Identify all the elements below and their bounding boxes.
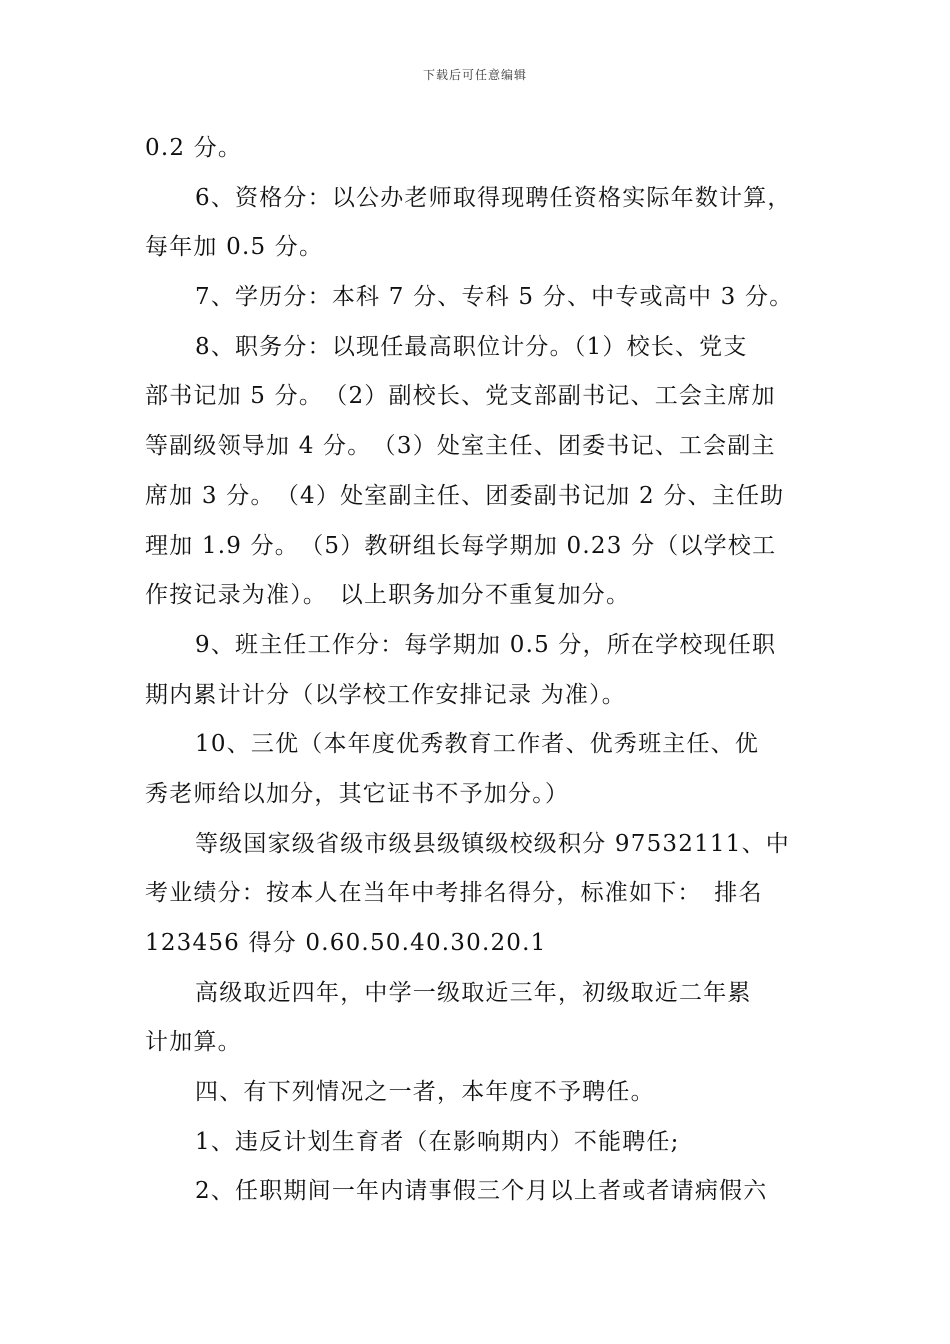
text-line: 1、违反计划生育者（在影响期内）不能聘任; [195, 1128, 680, 1155]
text-line: 考业绩分：按本人在当年中考排名得分，标准如下： 排名 [145, 880, 763, 907]
text-line: 9、班主任工作分：每学期加 0.5 分，所在学校现任职 [195, 631, 777, 658]
page-header: 下载后可任意编辑 [422, 68, 527, 82]
text-line: 10、三优（本年度优秀教育工作者、优秀班主任、优 [195, 731, 760, 758]
text-line: 期内累计计分（以学校工作安排记录 为准）。 [145, 681, 627, 708]
text-line: 高级取近四年，中学一级取近三年，初级取近二年累 [195, 979, 752, 1006]
text-line: 计加算。 [145, 1029, 242, 1056]
text-line: 6、资格分：以公办老师取得现聘任资格实际年数计算， [195, 184, 792, 211]
text-line: 123456 得分 0.60.50.40.30.20.1 [145, 930, 547, 956]
text-line: 8、职务分：以现任最高职位计分。（1）校长、党支 [195, 333, 748, 360]
text-line: 2、任职期间一年内请事假三个月以上者或者请病假六 [195, 1178, 768, 1205]
text-line: 四、有下列情况之一者，本年度不予聘任。 [195, 1079, 655, 1106]
text-line: 席加 3 分。 （4）处室副主任、团委副书记加 2 分、主任助 [145, 482, 785, 509]
text-line: 理加 1.9 分。 （5）教研组长每学期加 0.23 分（以学校工 [145, 532, 777, 559]
text-line: 作按记录为准）。 以上职务加分不重复加分。 [145, 582, 631, 609]
document-body [145, 124, 807, 1217]
text-line: 等副级领导加 4 分。 （3）处室主任、团委书记、工会副主 [145, 433, 776, 460]
text-line: 7、学历分：本科 7 分、专科 5 分、中专或高中 3 分。 [195, 284, 794, 311]
text-line: 等级国家级省级市级县级镇级校级积分 97532111、中 [195, 830, 790, 857]
text-line: 0.2 分。 [145, 135, 243, 161]
text-line: 每年加 0.5 分。 [145, 234, 324, 261]
text-line: 部书记加 5 分。 （2）副校长、党支部副书记、工会主席加 [145, 383, 776, 410]
text-line: 秀老师给以加分，其它证书不予加分。） [145, 780, 570, 807]
